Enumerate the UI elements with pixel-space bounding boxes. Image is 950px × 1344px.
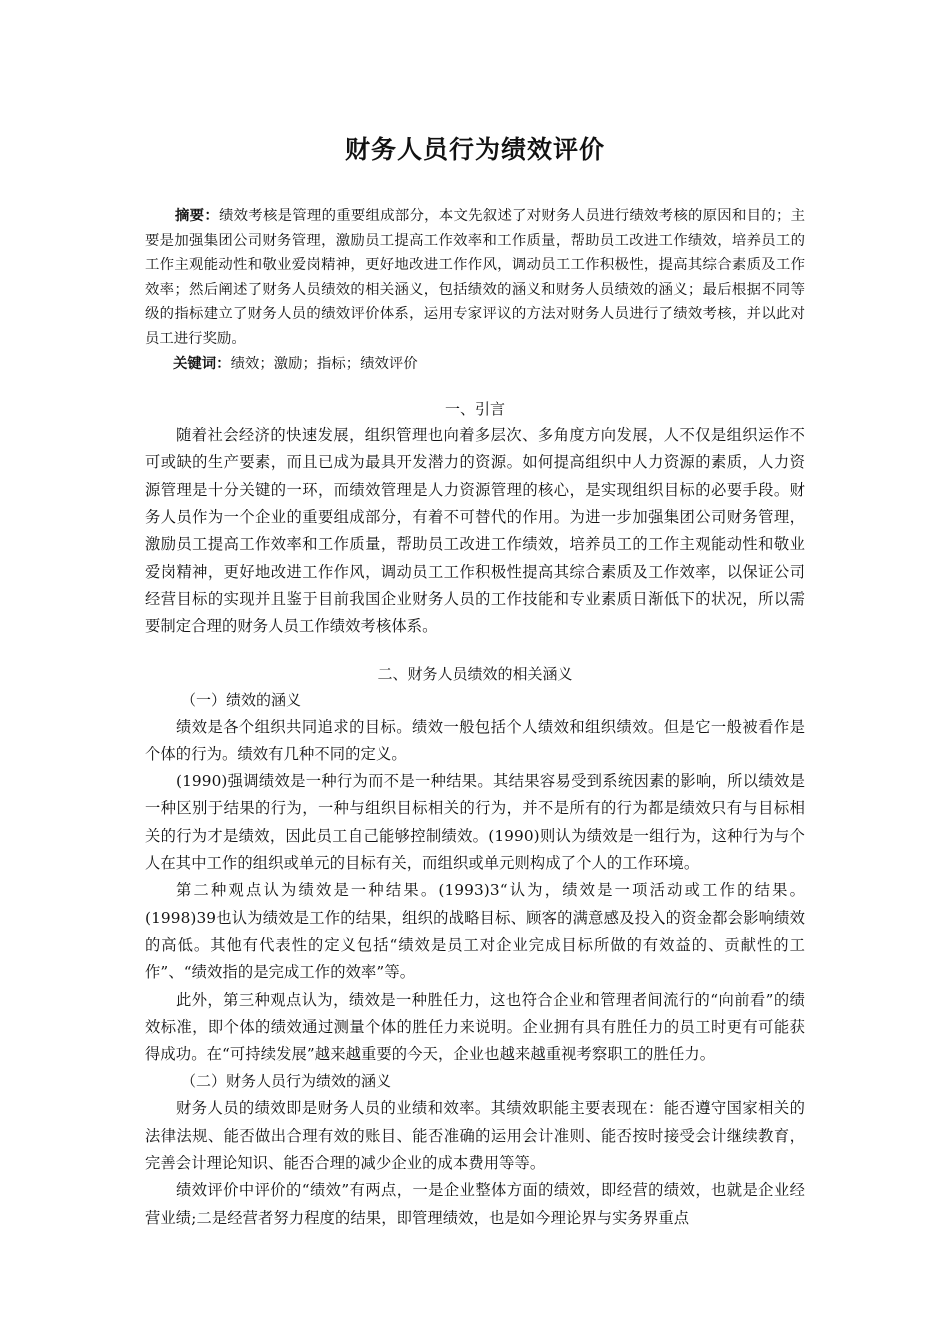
paragraph: 随着社会经济的快速发展，组织管理也向着多层次、多角度方向发展，人不仅是组织运作不可或缺的生产要素，而且已成为最具开发潜力的资源。如何提高组织中人力资源的素质，人力资源管理是十分关键的一环，而绩效管理是人力资源管理的核心，是实现组织目标的必要手段。财务人员作为一个企业的重要组成部分，有着不可替代的作用。为进一步加强集团公司财务管理，激励员工提高工作效率和工作质量，帮助员工改进工作绩效，培养员工的工作主观能动性和敬业爱岗精神，更好地改进工作作风，调动员工工作积极性提高其综合素质及工作效率，以保证公司经营目标的实现并且鉴于目前我国企业财务人员的工作技能和专业素质日渐低下的状况，所以需要制定合理的财务人员工作绩效考核体系。 — [145, 426, 805, 636]
section-heading-intro: 一、引言 — [444, 400, 505, 419]
abstract-label: 摘要： — [175, 208, 219, 224]
document-title: 财务人员行为绩效评价 — [344, 135, 605, 164]
section-heading-meaning: 二、财务人员绩效的相关涵义 — [377, 664, 573, 683]
paragraph: (1990)强调绩效是一种行为而不是一种结果。其结果容易受到系统因素的影响，所以绩效是一种区别于结果的行为，一种与组织目标相关的行为，并不是所有的行为都是绩效只有与目标相关的行为才是绩效，因此员工自己能够控制绩效。(1990)则认为绩效是一组行为，这种行为与个人在其中工作的组织或单元的目标有关，而组织或单元则构成了个人的工作环境。 — [145, 772, 805, 873]
document-content — [145, 130, 805, 1232]
abstract-text: 绩效考核是管理的重要组成部分，本文先叙述了对财务人员进行绩效考核的原因和目的；主要是加强集团公司财务管理，激励员工提高工作效率和工作质量，帮助员工改进工作绩效，培养员工的工作主观能动性和敬业爱岗精神，更好地改进工作作风，调动员工工作积极性，提高其综合素质及工作效率；然后阐述了财务人员绩效的相关涵义，包括绩效的涵义和财务人员绩效的涵义；最后根据不同等级的指标建立了财务人员的绩效评价体系，运用专家评议的方法对财务人员进行了绩效考核，并以此对员工进行奖励。 — [145, 208, 805, 347]
abstract — [145, 204, 805, 352]
paragraph: 此外，第三种观点认为，绩效是一种胜任力，这也符合企业和管理者间流行的“向前看”的绩效标准，即个体的绩效通过测量个体的胜任力来说明。企业拥有具有胜任力的员工时更有可能获得成功。在“可持续发展”越来越重要的今天，企业也越来越重视考察职工的胜任力。 — [145, 990, 805, 1064]
paragraph: 第二种观点认为绩效是一种结果。(1993)3“认为，绩效是一项活动或工作的结果。(1998)39也认为绩效是工作的结果，组织的战略目标、顾客的满意感及投入的资金都会影响绩效的高低。其他有代表性的定义包括“绩效是员工对企业完成目标所做的有效益的、贡献性的工作”、“绩效指的是完成工作的效率”等。 — [145, 881, 805, 982]
subsection-heading-finance-staff: （二）财务人员行为绩效的涵义 — [181, 1072, 392, 1091]
paragraph: 绩效是各个组织共同追求的目标。绩效一般包括个人绩效和组织绩效。但是它一般被看作是个体的行为。绩效有几种不同的定义。 — [145, 717, 805, 763]
keywords — [145, 352, 805, 377]
subsection-heading-performance: （一）绩效的涵义 — [181, 690, 302, 709]
paragraph: 绩效评价中评价的“绩效”有两点，一是企业整体方面的绩效，即经营的绩效，也就是企业经营业绩;二是经营者努力程度的结果，即管理绩效，也是如今理论界与实务界重点 — [145, 1181, 805, 1227]
keywords-text: 绩效；激励；指标；绩效评价 — [230, 355, 418, 372]
paragraph: 财务人员的绩效即是财务人员的业绩和效率。其绩效职能主要表现在：能否遵守国家相关的法律法规、能否做出合理有效的账目、能否准确的运用会计准则、能否按时接受会计继续教育，完善会计理论知识、能否合理的减少企业的成本费用等等。 — [145, 1099, 805, 1172]
keywords-label: 关键词： — [173, 355, 231, 372]
